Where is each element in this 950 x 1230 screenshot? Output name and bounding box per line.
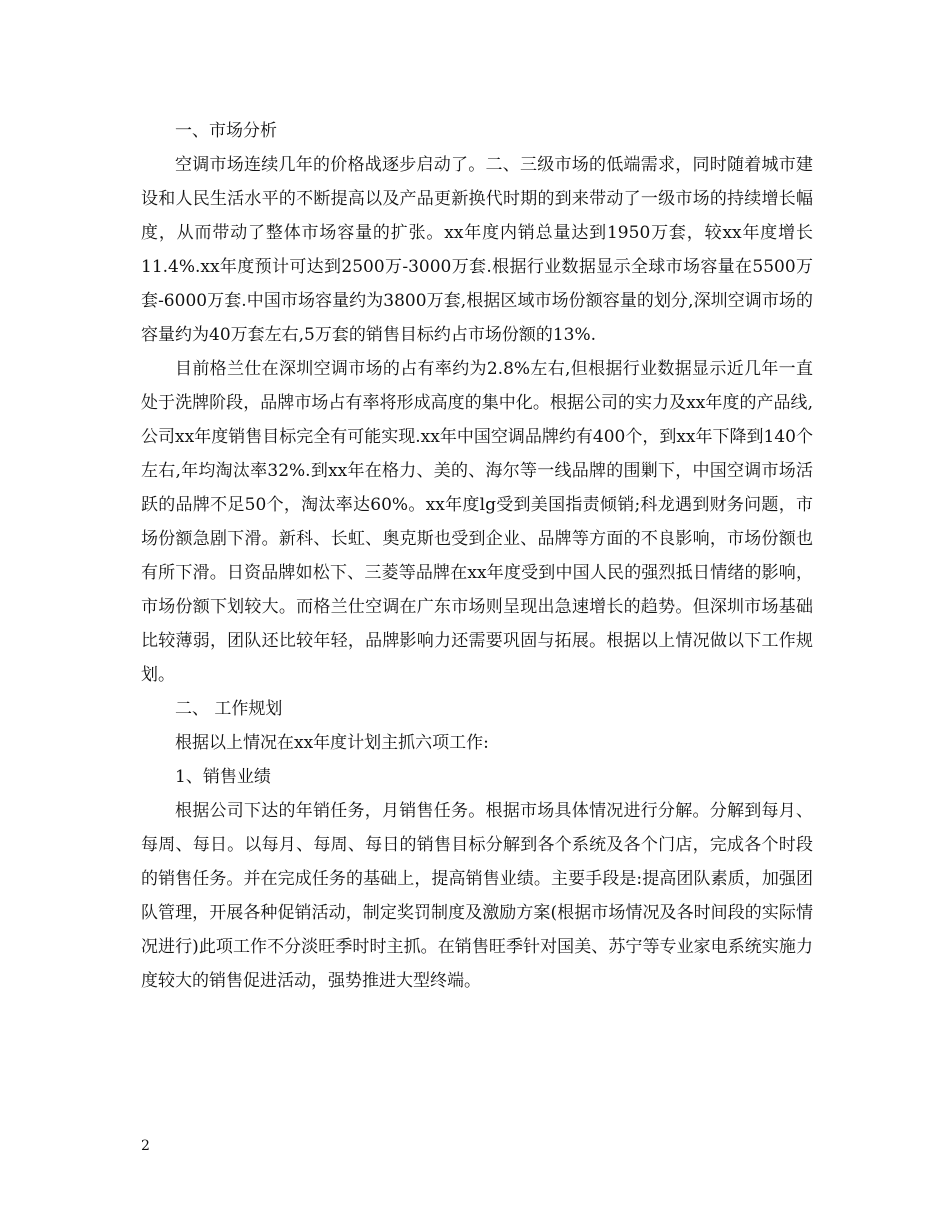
paragraph-work-plan-intro: 根据以上情况在xx年度计划主抓六项工作: — [175, 733, 489, 753]
section-heading-work-plan: 二、 工作规划 — [175, 699, 283, 719]
paragraph-brand-competition: 目前格兰仕在深圳空调市场的占有率约为2.8%左右,但根据行业数据显示近几年一直处于洗牌阶段，品牌市场占有率将形成高度的集中化。根据公司的实力及xx年度的产品线,公司xx年度销售目标完全有可能实现.xx年中国空调品牌约有400个，到xx年下降到140个左右,年均淘汰率32%.到xx年在格力、美的、海尔等一线品牌的围剿下，中国空调市场活跃的品牌不足50个，淘汰率达60%。xx年度lg受到美国指责倾销;科龙遇到财务问题，市场份额急剧下滑。新科、长虹、奥克斯也受到企业、品牌等方面的不良影响，市场份额也有所下滑。日资品牌如松下、三菱等品牌在xx年度受到中国人民的强烈抵日情绪的影响，市场份额下划较大。而格兰仕空调在广东市场则呈现出急速增长的趋势。但深圳市场基础比较薄弱，团队还比较年轻，品牌影响力还需要巩固与拓展。根据以上情况做以下工作规划。 — [141, 359, 813, 685]
page-number: 2 — [141, 1138, 150, 1154]
section-heading-market-analysis: 一、市场分析 — [175, 121, 277, 141]
paragraph-market-capacity: 空调市场连续几年的价格战逐步启动了。二、三级市场的低端需求，同时随着城市建设和人民生活水平的不断提高以及产品更新换代时期的到来带动了一级市场的持续增长幅度，从而带动了整体市场容量的扩张。xx年度内销总量达到1950万套，较xx年度增长11.4%.xx年度预计可达到2500万-3000万套.根据行业数据显示全球市场容量在5500万套-6000万套.中国市场容量约为3800万套,根据区域市场份额容量的划分,深圳空调市场的容量约为40万套左右,5万套的销售目标约占市场份额的13%. — [141, 155, 813, 345]
paragraph-sales-performance: 根据公司下达的年销任务，月销售任务。根据市场具体情况进行分解。分解到每月、每周、每日。以每月、每周、每日的销售目标分解到各个系统及各个门店，完成各个时段的销售任务。并在完成任务的基础上，提高销售业绩。主要手段是:提高团队素质，加强团队管理，开展各种促销活动，制定奖罚制度及激励方案(根据市场情况及各时间段的实际情况进行)此项工作不分淡旺季时时主抓。在销售旺季针对国美、苏宁等专业家电系统实施力度较大的销售促进活动，强势推进大型终端。 — [141, 801, 813, 991]
subheading-sales-performance: 1、销售业绩 — [175, 767, 271, 787]
document-body — [141, 114, 813, 998]
